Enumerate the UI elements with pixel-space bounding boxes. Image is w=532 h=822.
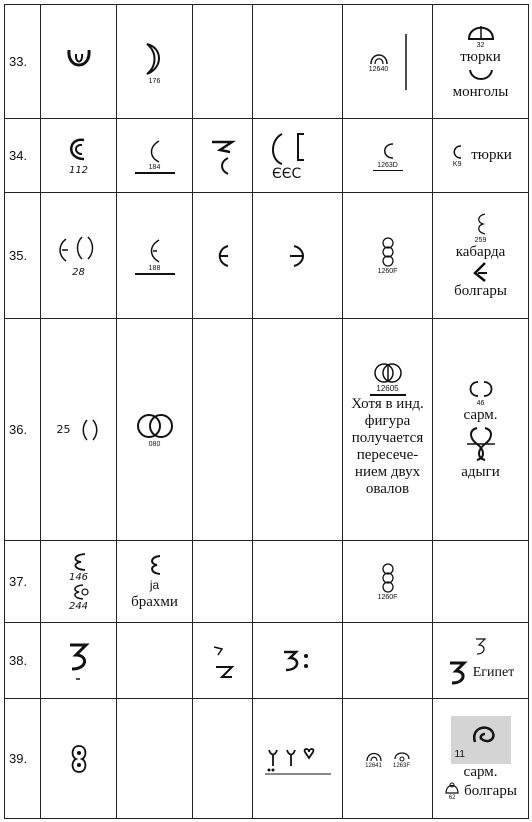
sign-code: 1263F — [392, 762, 410, 769]
sign-code: 112 — [68, 165, 89, 176]
sign-code: 080 — [148, 441, 161, 448]
hook-sign-icon — [208, 136, 238, 176]
three-sign-icon — [447, 660, 469, 686]
caption: Египет — [472, 665, 515, 680]
cell-sign-2 — [117, 623, 193, 699]
cell-sign-3 — [193, 193, 253, 319]
sign-code: 25 — [56, 423, 71, 436]
table-row-39 — [5, 699, 529, 819]
cell-sign-1 — [41, 319, 117, 541]
cell-sign-4 — [253, 699, 343, 819]
caption: болгары — [464, 782, 517, 799]
svg-text:ЄЄС: ЄЄС — [271, 165, 301, 182]
loop-sign-icon — [469, 722, 499, 748]
underline — [373, 170, 403, 171]
cell-sign-6 — [433, 319, 529, 541]
photo-fragment — [451, 716, 511, 764]
sign-code: 259 — [474, 237, 487, 244]
arrow-epsilon-sign-icon — [471, 261, 491, 283]
cell-sign-3 — [193, 119, 253, 193]
crescent-sign-icon — [135, 38, 175, 78]
double-oval-sign-icon — [373, 362, 403, 384]
sign-code: 184 — [148, 163, 161, 171]
cell-sign-4 — [253, 541, 343, 623]
two-rings-sign-icon — [135, 411, 175, 441]
cell-sign-5 — [343, 699, 433, 819]
sign-code: 244 — [68, 600, 89, 612]
row-number: 39. — [5, 699, 41, 819]
cell-sign-5 — [343, 119, 433, 193]
peanut-sign-icon — [69, 744, 89, 774]
cell-sign-6 — [433, 623, 529, 699]
double-arch-sign-icon — [365, 749, 383, 763]
cell-sign-6 — [433, 193, 529, 319]
caption: сарм. — [463, 407, 498, 423]
bracket-group-sign-icon — [268, 130, 328, 182]
reverse-epsilon-sign-icon — [286, 242, 310, 270]
caption: адыги — [461, 464, 500, 480]
cell-sign-3 — [193, 623, 253, 699]
caption: болгары — [454, 283, 507, 299]
bell-sign-icon — [444, 781, 460, 795]
sign-code: 188 — [148, 264, 161, 272]
arc-sign-icon — [145, 138, 165, 164]
cell-sign-1 — [41, 623, 117, 699]
three-flowers-sign-icon — [263, 742, 333, 776]
cell-sign-2 — [117, 699, 193, 819]
row-number: 35. — [5, 193, 41, 319]
om-like-sign-icon — [278, 644, 318, 678]
stacked-loops-sign-icon — [380, 236, 396, 268]
cell-sign-1 — [41, 193, 117, 319]
cell-sign-5 — [343, 5, 433, 119]
sign-code: 1260F — [377, 268, 398, 275]
transliteration: ja — [149, 577, 160, 592]
paren-pair-sign-icon — [79, 417, 101, 443]
cell-sign-6 — [433, 541, 529, 623]
sign-code: 1263D — [377, 162, 398, 169]
epsilon-sign-icon — [67, 552, 91, 572]
cell-sign-4 — [253, 623, 343, 699]
cell-sign-2 — [117, 5, 193, 119]
epsilon-sign-icon — [213, 243, 233, 269]
arch-sign-icon — [368, 50, 390, 66]
underline — [135, 172, 175, 174]
cell-sign-2 — [117, 319, 193, 541]
cell-sign-6 — [433, 119, 529, 193]
cell-sign-1 — [41, 699, 117, 819]
cell-sign-4 — [253, 193, 343, 319]
epsilon-loop-sign-icon — [67, 583, 91, 601]
cell-sign-5 — [343, 623, 433, 699]
cell-sign-1 — [41, 119, 117, 193]
double-c-sign-icon — [62, 135, 96, 165]
zigzag-sign-icon — [208, 641, 238, 681]
vertical-bar-sign-icon — [404, 34, 408, 90]
cell-sign-3 — [193, 319, 253, 541]
bowl-sign-icon — [466, 66, 496, 84]
sign-code: 28 — [72, 267, 85, 278]
sign-code: 32 — [476, 42, 485, 49]
sign-code: 11 — [454, 749, 465, 760]
table-row-33 — [5, 5, 529, 119]
cell-sign-4 — [253, 119, 343, 193]
u-shape-sign-icon — [59, 42, 99, 82]
table-row-34 — [5, 119, 529, 193]
caption: кабарда — [455, 244, 506, 260]
mirrored-s-sign-icon — [463, 424, 499, 464]
caption: брахми — [131, 593, 178, 610]
sign-code: 176 — [148, 78, 161, 85]
cell-sign-4 — [253, 5, 343, 119]
sign-code: 12640 — [368, 66, 389, 73]
table-row-35 — [5, 193, 529, 319]
epsilon-sign-icon — [473, 211, 489, 237]
caption: тюрки — [471, 147, 512, 163]
sign-code: 1260F — [377, 594, 398, 601]
row-number: 37. — [5, 541, 41, 623]
bracket-pair-sign-icon — [54, 233, 104, 267]
caption: монголы — [452, 84, 509, 100]
signs-table — [4, 4, 529, 819]
row-number: 33. — [5, 5, 41, 119]
cell-sign-3 — [193, 541, 253, 623]
cell-sign-6 — [433, 699, 529, 819]
cell-sign-2 — [117, 119, 193, 193]
epsilon-sign-icon — [146, 553, 164, 577]
sign-code: 12641 — [365, 762, 382, 769]
three-sign-icon — [64, 639, 94, 683]
cell-sign-4 — [253, 319, 343, 541]
table-row-38 — [5, 623, 529, 699]
cell-sign-5 — [343, 193, 433, 319]
cell-sign-3 — [193, 5, 253, 119]
cell-sign-5 — [343, 541, 433, 623]
cell-sign-2 — [117, 193, 193, 319]
sign-code: 12605 — [376, 383, 399, 393]
note: Хотя в инд. фигура получается пересече-нием двух овалов — [351, 395, 424, 497]
cell-sign-3 — [193, 699, 253, 819]
stacked-loops-sign-icon — [380, 562, 396, 594]
dome-sign-icon — [466, 22, 496, 42]
caption: сарм. — [463, 764, 498, 780]
sign-code: K9 — [452, 161, 462, 168]
cell-sign-1 — [41, 541, 117, 623]
row-number: 38. — [5, 623, 41, 699]
three-sign-icon — [473, 636, 489, 660]
underline — [135, 273, 175, 275]
c-sign-icon — [449, 143, 465, 161]
caption: тюрки — [460, 49, 501, 65]
arch-loop-sign-icon — [393, 749, 411, 763]
sign-code: 146 — [68, 571, 89, 583]
row-number: 34. — [5, 119, 41, 193]
cell-sign-1 — [41, 5, 117, 119]
cell-sign-5 — [343, 319, 433, 541]
arc-sign-icon — [145, 237, 165, 265]
sign-code: 62 — [448, 795, 456, 801]
facing-c-sign-icon — [463, 378, 499, 400]
row-number: 36. — [5, 319, 41, 541]
table-row-36 — [5, 319, 529, 541]
c-sign-icon — [378, 140, 398, 162]
table-row-37 — [5, 541, 529, 623]
sign-code: 46 — [476, 400, 485, 407]
cell-sign-6 — [433, 5, 529, 119]
cell-sign-2 — [117, 541, 193, 623]
